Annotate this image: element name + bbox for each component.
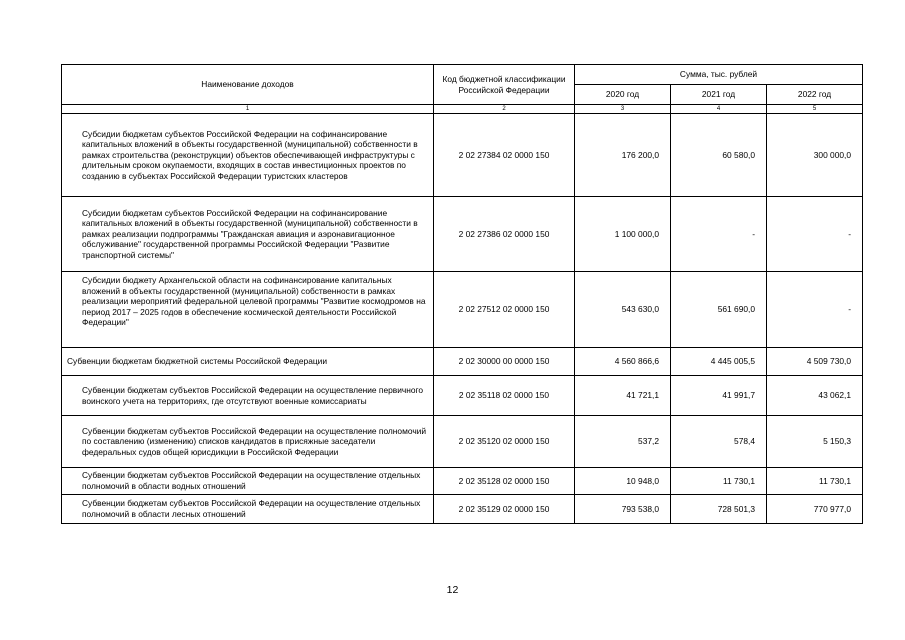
row-value-2022: 5 150,3 bbox=[767, 416, 863, 468]
row-code: 2 02 27386 02 0000 150 bbox=[434, 197, 575, 272]
row-value-2020: 1 100 000,0 bbox=[575, 197, 671, 272]
row-name: Субсидии бюджетам субъектов Российской Федерации на софинансирование капитальных вложений в объекты государственной (муниципальной) собственности в рамках строительства (реконструкции) объектов обеспечивающей инфраструктуры с длительным сроком окупаемости, входящих в состав инвестиционных проектов по созданию в субъектах Российской Федерации туристских кластеров bbox=[62, 114, 434, 197]
row-code: 2 02 35118 02 0000 150 bbox=[434, 376, 575, 416]
row-value-2020: 10 948,0 bbox=[575, 468, 671, 495]
row-value-2022: - bbox=[767, 197, 863, 272]
page-number: 12 bbox=[446, 584, 459, 596]
row-value-2022: 43 062,1 bbox=[767, 376, 863, 416]
row-code: 2 02 27384 02 0000 150 bbox=[434, 114, 575, 197]
column-index: 3 bbox=[575, 105, 671, 114]
table-row bbox=[62, 114, 863, 197]
table-row bbox=[62, 416, 863, 468]
column-index: 1 bbox=[62, 105, 434, 114]
row-value-2020: 537,2 bbox=[575, 416, 671, 468]
row-value-2020: 793 538,0 bbox=[575, 495, 671, 524]
row-value-2022: 11 730,1 bbox=[767, 468, 863, 495]
row-value-2021: 578,4 bbox=[671, 416, 767, 468]
row-name: Субвенции бюджетам субъектов Российской Федерации на осуществление полномочий по составлению (изменению) списков кандидатов в присяжные заседатели федеральных судов общей юрисдикции в Российской Федерации bbox=[62, 416, 434, 468]
row-value-2020: 4 560 866,6 bbox=[575, 348, 671, 376]
row-value-2022: - bbox=[767, 272, 863, 348]
col-header-year-2021: 2021 год bbox=[671, 85, 767, 105]
column-index: 2 bbox=[434, 105, 575, 114]
row-name: Субсидии бюджетам субъектов Российской Федерации на софинансирование капитальных вложений в объекты государственной (муниципальной) собственности в рамках реализации подпрограммы "Гражданская авиация и аэронавигационное обслуживание" государственной программы Российской Федерации "Развитие транспортной системы" bbox=[62, 197, 434, 272]
row-name: Субвенции бюджетам субъектов Российской Федерации на осуществление отдельных полномочий в области лесных отношений bbox=[62, 495, 434, 524]
row-value-2021: 728 501,3 bbox=[671, 495, 767, 524]
row-code: 2 02 30000 00 0000 150 bbox=[434, 348, 575, 376]
row-name: Субсидии бюджету Архангельской области на софинансирование капитальных вложений в объекты государственной (муниципальной) собственности в рамках реализации мероприятий федеральной целевой программы "Развитие космодромов на период 2017 – 2025 годов в обеспечение космической деятельности Российской Федерации" bbox=[62, 272, 434, 348]
col-header-sum: Сумма, тыс. рублей bbox=[575, 65, 863, 85]
row-value-2020: 543 630,0 bbox=[575, 272, 671, 348]
column-index: 5 bbox=[767, 105, 863, 114]
row-value-2021: 60 580,0 bbox=[671, 114, 767, 197]
table-row bbox=[62, 348, 863, 376]
col-header-year-2022: 2022 год bbox=[767, 85, 863, 105]
row-name: Субвенции бюджетам субъектов Российской Федерации на осуществление первичного воинского учета на территориях, где отсутствуют военные комиссариаты bbox=[62, 376, 434, 416]
table-row bbox=[62, 272, 863, 348]
row-name: Субвенции бюджетам субъектов Российской Федерации на осуществление отдельных полномочий в области водных отношений bbox=[62, 468, 434, 495]
table-row bbox=[62, 197, 863, 272]
row-value-2022: 300 000,0 bbox=[767, 114, 863, 197]
row-value-2022: 770 977,0 bbox=[767, 495, 863, 524]
col-header-year-2020: 2020 год bbox=[575, 85, 671, 105]
row-value-2021: 41 991,7 bbox=[671, 376, 767, 416]
table-row bbox=[62, 495, 863, 524]
row-value-2022: 4 509 730,0 bbox=[767, 348, 863, 376]
col-header-code: Код бюджетной классификации Российской Федерации bbox=[434, 65, 575, 105]
revenue-table bbox=[61, 64, 863, 524]
table-row bbox=[62, 468, 863, 495]
column-index-row bbox=[62, 105, 863, 114]
column-index: 4 bbox=[671, 105, 767, 114]
row-code: 2 02 35129 02 0000 150 bbox=[434, 495, 575, 524]
row-code: 2 02 35128 02 0000 150 bbox=[434, 468, 575, 495]
row-code: 2 02 35120 02 0000 150 bbox=[434, 416, 575, 468]
row-value-2020: 176 200,0 bbox=[575, 114, 671, 197]
row-name: Субвенции бюджетам бюджетной системы Российской Федерации bbox=[62, 348, 434, 376]
col-header-name: Наименование доходов bbox=[62, 65, 434, 105]
row-value-2021: 11 730,1 bbox=[671, 468, 767, 495]
row-value-2020: 41 721,1 bbox=[575, 376, 671, 416]
row-value-2021: 561 690,0 bbox=[671, 272, 767, 348]
row-code: 2 02 27512 02 0000 150 bbox=[434, 272, 575, 348]
row-value-2021: 4 445 005,5 bbox=[671, 348, 767, 376]
row-value-2021: - bbox=[671, 197, 767, 272]
table-row bbox=[62, 376, 863, 416]
